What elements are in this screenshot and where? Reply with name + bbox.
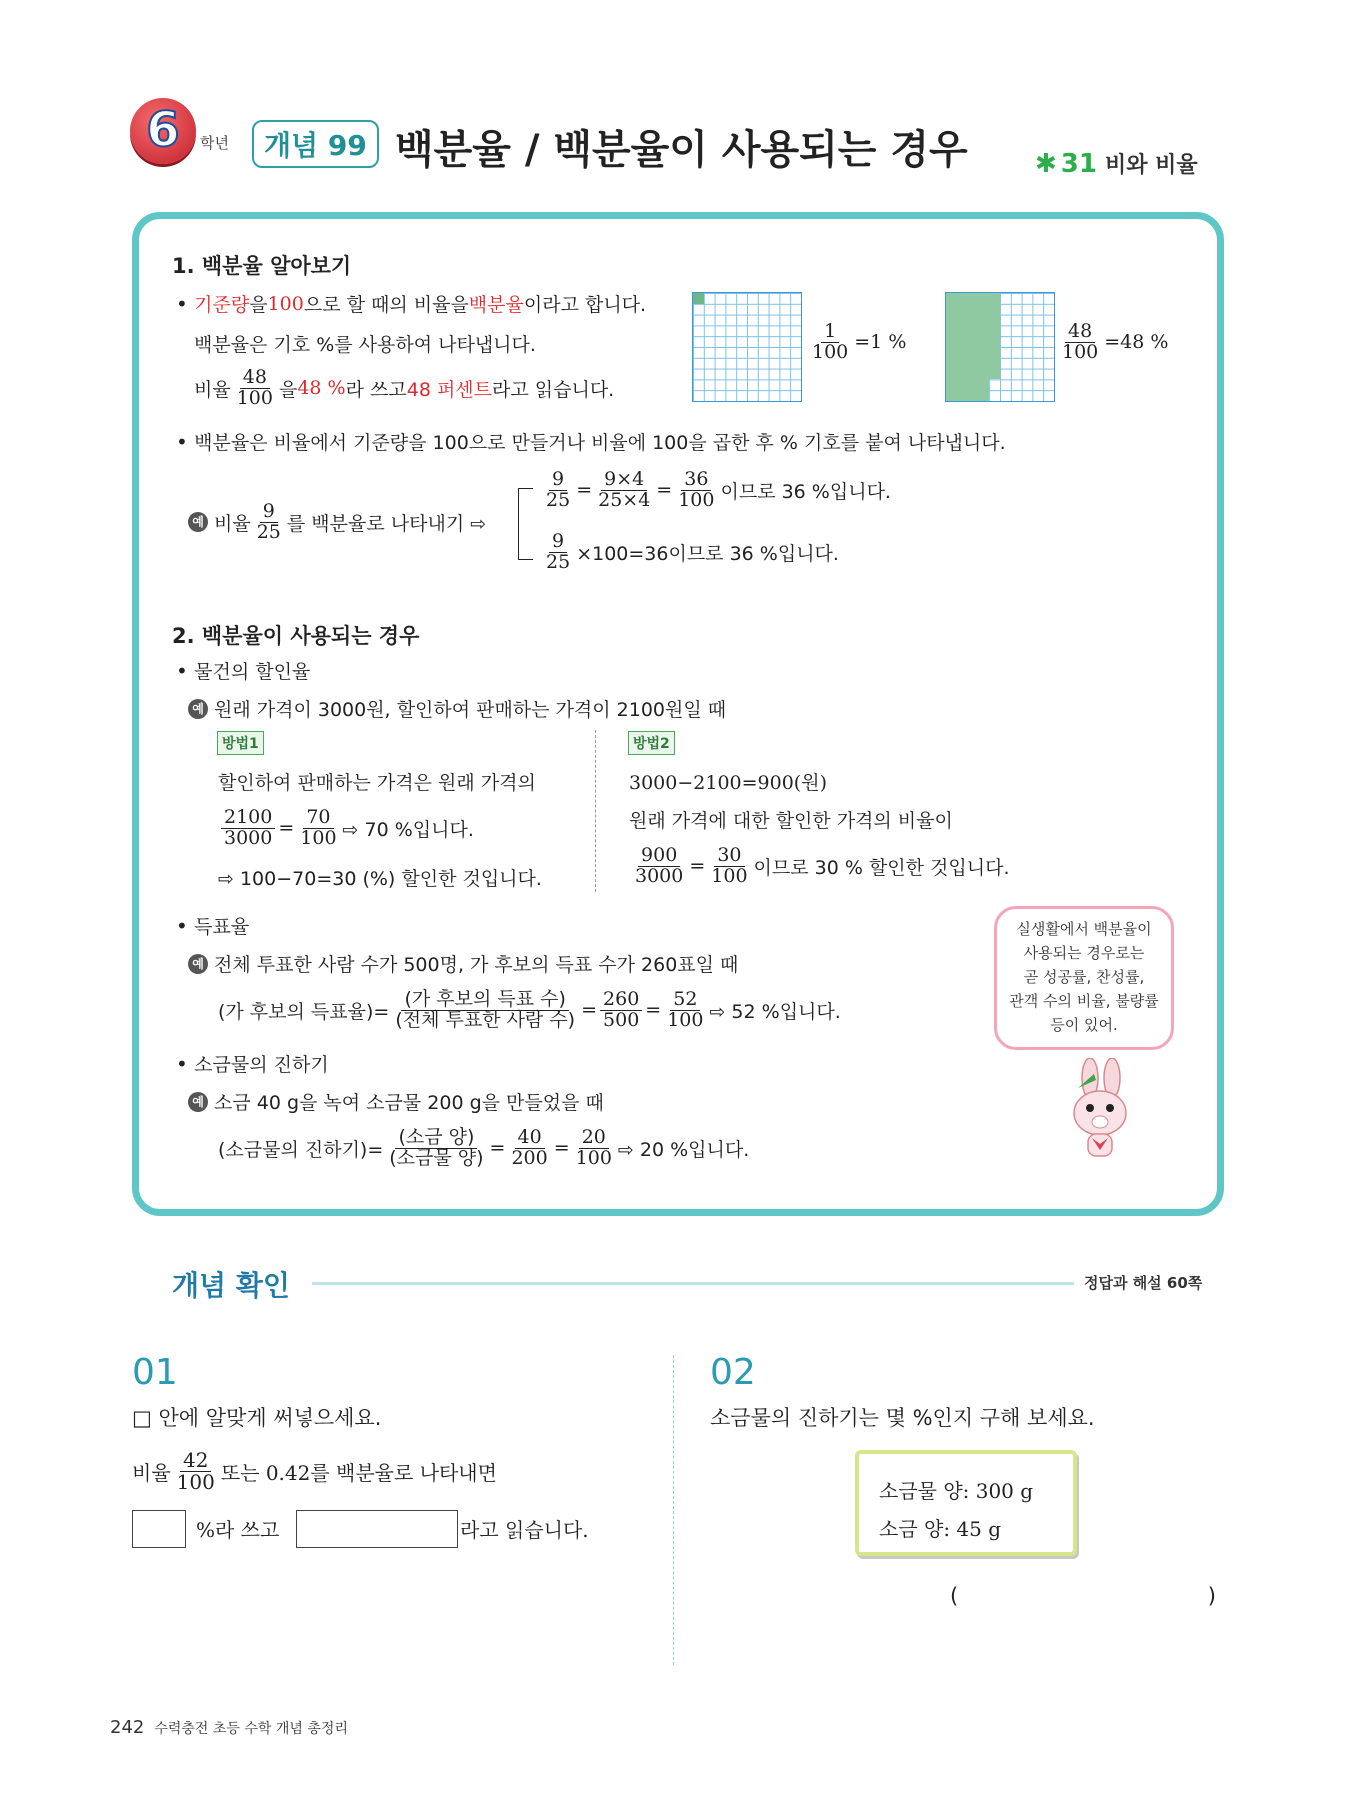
frac-den: (전체 투표한 사람 수) (395, 1008, 576, 1031)
check-title: 개념 확인 (172, 1269, 290, 1302)
frac-70-100 (297, 808, 339, 849)
q1-percent-answer-box[interactable] (132, 1510, 186, 1548)
method-description: • 백분율은 비율에서 기준량을 100으로 만들거나 비율에 100을 곱한 후 % 기호를 붙여 나타냅니다. (176, 429, 1006, 454)
frac-num: 9 (549, 532, 567, 553)
frac-den: 25 (546, 488, 571, 511)
frac-vote-words (392, 990, 578, 1031)
definition-line: • 기준량 을 100 으로 할 때의 비율을 백분율 이라고 합니다. (176, 291, 647, 316)
salt-formula (218, 1128, 749, 1169)
q2-number: 02 (710, 1352, 756, 1393)
q1-reading-answer-box[interactable] (296, 1510, 458, 1548)
grid1-shaded-cell (693, 293, 704, 304)
equals: = (689, 855, 706, 878)
text-seg: ×100=36이므로 36 %입니다. (576, 542, 839, 565)
text-seg: 를 백분율로 나타내기 ⇨ (286, 512, 487, 535)
example-mark: 예 (188, 1092, 208, 1112)
frac-num: 48 (1065, 322, 1095, 343)
method-b-line (540, 532, 839, 573)
method1-tag: 방법1 (217, 731, 264, 755)
answer-reference: 정답과 해설 60쪽 (1084, 1274, 1203, 1292)
bubble-line: 곧 성공률, 찬성률, (1023, 968, 1145, 986)
grade-label: 학년 (200, 134, 229, 152)
book-title: 수력충전 초등 수학 개념 총정리 (154, 1721, 348, 1737)
frac-num: 1 (821, 322, 839, 343)
frac-den: 25 (256, 520, 281, 543)
equals: = (553, 1137, 570, 1160)
frac-den: 100 (1062, 340, 1099, 363)
q1-line2-a: %라 쓰고 (196, 1518, 280, 1542)
text-seg: (가 후보의 득표율)= (218, 1000, 390, 1023)
text-seg: ⇨ 52 %입니다. (709, 1000, 841, 1023)
text-seg: 비율 (132, 1461, 171, 1485)
text-seg: ⇨ 70 %입니다. (342, 818, 474, 841)
concept-badge: 개념 99 (252, 120, 379, 168)
frac-a1 (543, 470, 573, 511)
text-seg: 으로 할 때의 비율을 (303, 294, 469, 316)
vote-title: • 득표율 (176, 913, 250, 938)
text-seg: =48 % (1104, 331, 1169, 354)
bubble-line: 실생활에서 백분율이 (1016, 920, 1152, 938)
frac-num: (소금 양) (395, 1128, 477, 1149)
frac-900-3000 (632, 846, 686, 887)
equals: = (278, 817, 295, 840)
equals: = (645, 999, 662, 1022)
frac-num: 48 (240, 368, 270, 389)
fraction-48-100 (234, 368, 276, 409)
discount-example (188, 695, 726, 722)
bubble-line: 등이 있어. (1050, 1016, 1118, 1034)
frac-den: 100 (667, 1008, 704, 1031)
q2-info-line2: 소금 양: 45 g (879, 1517, 1002, 1541)
reference-number: 31 (1060, 149, 1097, 179)
method2-line3 (629, 846, 1010, 887)
text-seg: 물건의 할인율 (194, 661, 311, 683)
method2-tag: 방법2 (628, 731, 675, 755)
page-title: 백분율 / 백분율이 사용되는 경우 (395, 127, 968, 173)
frac-den: 100 (236, 386, 273, 409)
check-divider (312, 1282, 1074, 1285)
question-divider (673, 1355, 674, 1665)
frac-den: 100 (711, 864, 748, 887)
text-seg: (소금물의 진하기)= (218, 1138, 384, 1161)
text-seg: 이므로 30 % 할인한 것입니다. (753, 856, 1010, 879)
symbol-line: 백분율은 기호 %를 사용하여 나타냅니다. (194, 334, 536, 356)
example-mark: 예 (188, 699, 208, 719)
frac-52-100 (664, 990, 706, 1031)
example-bracket (518, 488, 533, 560)
term-base: 기준량 (194, 294, 250, 316)
grid2-shaded-cols (946, 293, 989, 401)
text-seg: 이므로 36 %입니다. (720, 480, 891, 503)
paren-open: ( (950, 1584, 959, 1608)
frac-20-100 (573, 1128, 615, 1169)
text-seg: 득표율 (194, 916, 250, 938)
frac-num: (가 후보의 득표 수) (401, 990, 568, 1011)
text-seg: 비율 (214, 512, 251, 535)
frac-2100-3000 (221, 808, 275, 849)
text-seg: 비율 (194, 378, 231, 401)
frac-num: 42 (180, 1450, 211, 1472)
reference-text: 비와 비율 (1104, 153, 1198, 178)
section1-title: 1. 백분율 알아보기 (172, 254, 352, 278)
frac-den: 100 (678, 488, 715, 511)
paren-close: ) (1207, 1584, 1216, 1608)
fraction-1-100 (809, 322, 851, 363)
text-seg: 전체 투표한 사람 수가 500명, 가 후보의 득표 수가 260표일 때 (214, 954, 739, 976)
discount-title: • 물건의 할인율 (176, 658, 311, 683)
text-seg: 라 쓰고 (345, 378, 407, 401)
page-footer (110, 1717, 348, 1738)
frac-num: 9×4 (601, 470, 647, 491)
frac-num: 9 (549, 470, 567, 491)
q2-answer-field[interactable] (945, 1584, 1221, 1616)
method1-line2 (218, 808, 474, 849)
frac-den: 3000 (635, 864, 684, 887)
frac-a3 (675, 470, 717, 511)
method2-line1: 3000−2100=900(원) (629, 772, 827, 794)
text-seg: 소금물의 진하기 (194, 1054, 329, 1076)
method1-line3: ⇨ 100−70=30 (%) 할인한 것입니다. (218, 868, 542, 890)
q2-instruction: 소금물의 진하기는 몇 %인지 구해 보세요. (710, 1406, 1095, 1430)
method1-line1: 할인하여 판매하는 가격은 원래 가격의 (218, 772, 536, 794)
frac-num: 70 (303, 808, 333, 829)
frac-den: (소금물 양) (389, 1146, 484, 1169)
fraction-9-25 (254, 502, 284, 543)
equals: = (576, 479, 593, 502)
page-number: 242 (110, 1717, 145, 1738)
q1-line1 (132, 1450, 497, 1493)
section2-title: 2. 백분율이 사용되는 경우 (172, 624, 420, 648)
frac-den: 100 (575, 1146, 612, 1169)
text-seg: =1 % (854, 331, 907, 354)
bubble-line: 관객 수의 비율, 불량률 (1009, 992, 1159, 1010)
frac-num: 900 (638, 846, 680, 867)
frac-salt-words (386, 1128, 486, 1169)
frac-den: 500 (603, 1008, 640, 1031)
q1-line2-b: 라고 읽습니다. (460, 1518, 589, 1542)
term-48-read: 48 퍼센트 (406, 378, 493, 401)
ratio-example-line (194, 368, 614, 409)
frac-b1 (543, 532, 573, 573)
frac-30-100 (708, 846, 750, 887)
speech-bubble (994, 906, 1174, 1050)
frac-den: 25 (546, 550, 571, 573)
text-seg: 라고 읽습니다. (492, 378, 615, 401)
term-100: 100 (267, 292, 304, 315)
fraction-48-100-b (1059, 322, 1101, 363)
term-percentage: 백분율 (468, 294, 524, 316)
equals: = (656, 479, 673, 502)
text-seg: 소금 40 g을 녹여 소금물 200 g을 만들었을 때 (214, 1092, 604, 1114)
q1-number: 01 (132, 1352, 178, 1393)
frac-num: 2100 (221, 808, 275, 829)
frac-den: 100 (300, 826, 337, 849)
hundred-grid-1 (692, 292, 802, 402)
text-seg: 또는 0.42를 백분율로 나타내면 (220, 1461, 497, 1485)
frac-num: 9 (260, 502, 278, 523)
grid1-equation (806, 322, 906, 363)
fraction-42-100 (174, 1450, 218, 1493)
bubble-line: 사용되는 경우로는 (1023, 944, 1145, 962)
q1-instruction: □ 안에 알맞게 써넣으세요. (132, 1406, 382, 1430)
term-48-percent: 48 % (297, 377, 346, 400)
text-seg: 을 (278, 378, 298, 401)
frac-den: 200 (511, 1146, 548, 1169)
grid2-equation (1056, 322, 1168, 363)
text-seg: 을 (249, 294, 268, 316)
frac-num: 20 (579, 1128, 609, 1149)
method-divider (595, 730, 596, 892)
equals: = (581, 999, 598, 1022)
frac-num: 52 (670, 990, 700, 1011)
salt-example (188, 1088, 604, 1115)
rabbit-mascot-icon (1050, 1058, 1150, 1168)
text-seg: 이라고 합니다. (523, 294, 647, 316)
grade-badge (130, 98, 196, 164)
grade-number: 6 (146, 102, 180, 158)
q2-info-box (855, 1450, 1077, 1556)
text-seg: 백분율은 비율에서 기준량을 100으로 만들거나 비율에 100을 곱한 후 % 기호를 붙여 나타냅니다. (194, 432, 1006, 454)
frac-40-200 (508, 1128, 550, 1169)
frac-num: 36 (681, 470, 711, 491)
text-seg: ⇨ 20 %입니다. (617, 1138, 750, 1161)
reference-label (1035, 148, 1198, 179)
text-seg: 원래 가격이 3000원, 할인하여 판매하는 가격이 2100원일 때 (214, 699, 727, 721)
example-9-25 (188, 502, 486, 543)
q2-info-line1: 소금물 양: 300 g (879, 1479, 1034, 1503)
frac-a2 (595, 470, 653, 511)
hundred-grid-2 (945, 292, 1055, 402)
frac-den: 25×4 (598, 488, 651, 511)
frac-num: 30 (714, 846, 744, 867)
method-a-line (540, 470, 891, 511)
vote-example (188, 950, 738, 977)
example-mark: 예 (188, 512, 208, 532)
equals: = (489, 1137, 506, 1160)
frac-num: 260 (600, 990, 642, 1011)
frac-num: 40 (515, 1128, 545, 1149)
frac-den: 100 (812, 340, 849, 363)
method2-line2: 원래 가격에 대한 할인한 가격의 비율이 (629, 810, 953, 832)
vote-formula (218, 990, 841, 1031)
grid2-shaded-partial (989, 293, 1000, 379)
reference-mark: ✱ (1035, 149, 1057, 179)
frac-den: 100 (176, 1470, 215, 1494)
example-mark: 예 (188, 954, 208, 974)
frac-260-500 (600, 990, 642, 1031)
frac-den: 3000 (224, 826, 273, 849)
salt-title: • 소금물의 진하기 (176, 1051, 329, 1076)
